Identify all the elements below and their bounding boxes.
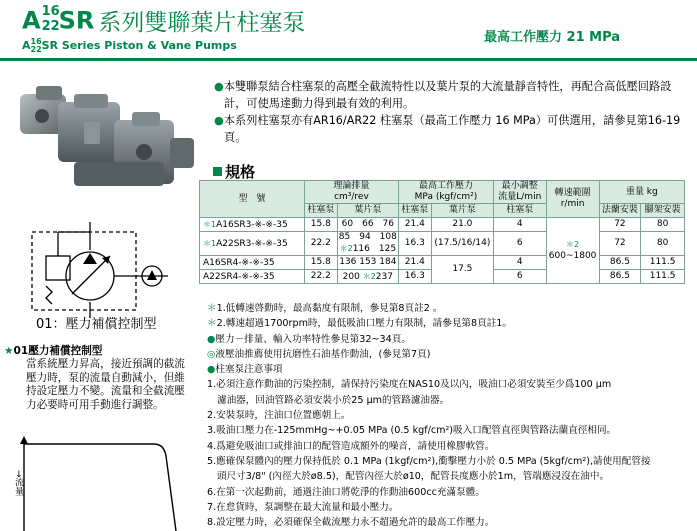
col-min-flow: 最小調整 流量L/min (494, 181, 546, 204)
cell-vane: 60 66 76 (337, 218, 398, 232)
control-body: 當系統壓力昇高，接近預調的截流壓力時，泵的流量自動減小，但維持設定壓力不變。流量和全截流壓力必要時可用手動進行調整。 (26, 358, 185, 411)
cell-piston: 22.2 (304, 232, 337, 256)
sub-disp-vane: 葉片泵 (337, 204, 398, 218)
note-item: ◎液壓油推薦使用抗磨性石油基作動油，(參見第7頁) (207, 348, 431, 360)
cell-weight-flange: 72 (599, 218, 641, 232)
cell-vane: 85 94 108 ＊2116 125 (338, 232, 397, 254)
note-item: 5.應確保泵體內的壓力保持低於 0.1 MPa (1kgf/cm²),衝擊壓力小於 0.5 MPa (5kgf/cm²),請使用配管接 (207, 455, 651, 467)
note-item: 濾油器，回油管路必須安裝小於25 μm的管路濾油器。 (217, 394, 450, 406)
cell-minflow: 4 (494, 218, 546, 232)
col-displacement: 理論排量 cm³/rev (304, 181, 398, 204)
cell-piston: 22.2 (304, 270, 337, 284)
cell-piston: 15.8 (304, 256, 337, 270)
intro-paragraphs (214, 79, 686, 147)
cell-model: A16SR4-※-※-35 (200, 256, 305, 270)
cell-press-vane: 17.5 (431, 256, 493, 284)
note-item: 3.吸油口壓力在-125mmHg~+0.05 MPa (0.5 kgf/cm²)吸入口配管直徑與管路法蘭直徑相同。 (207, 425, 617, 437)
table-row (200, 232, 685, 256)
cell-minflow: 4 (494, 256, 546, 270)
cell-weight-foot: 111.5 (641, 256, 685, 270)
cell-press-vane: (17.5/16/14) (431, 232, 493, 256)
table-header-row (200, 181, 685, 204)
cell-press-piston: 16.3 (398, 232, 431, 256)
note-item: 2.安裝泵時，注油口位置應朝上。 (207, 410, 351, 422)
heading-square-icon (213, 167, 222, 176)
sub-press-piston: 柱塞泵 (398, 204, 431, 218)
table-row (200, 218, 685, 232)
subtitle-sub: 22 (30, 45, 42, 54)
graph-y-label: →流量 (13, 470, 23, 496)
page-subtitle (22, 38, 237, 54)
subtitle-rest: SR Series Piston & Vane Pumps (41, 39, 237, 52)
note-item: 7.在怠貨時，泵調整在最大流量和最小壓力。 (207, 501, 399, 513)
intro-item: ●本系列柱塞泵亦有AR16/AR22 柱塞泵（最高工作壓力 16 MPa）可供選用，請參見第16-19頁。 (214, 114, 681, 144)
note-item: ＊1.低轉速啓動時，最高黏度有限制，參見第8頁註2 。 (207, 303, 443, 314)
cell-weight-foot: 80 (641, 232, 685, 256)
cell-weight-foot: 111.5 (641, 270, 685, 284)
spec-heading: 規格 (213, 161, 255, 182)
circuit-caption: 01：壓力補償控制型 (36, 317, 157, 332)
pump-photo (14, 72, 200, 210)
cell-vane: 200 ＊2237 (337, 270, 398, 284)
bullet-dot: ● (214, 80, 224, 93)
cell-minflow: 6 (494, 270, 546, 284)
cell-press-piston: 21.4 (398, 256, 431, 270)
sub-weight-foot: 腳架安裝 (641, 204, 685, 218)
subtitle-size-stack (31, 38, 42, 54)
control-title: ★01壓力補償控制型 (4, 345, 103, 357)
title-sub: 22 (41, 18, 60, 34)
cell-weight-flange: 86.5 (599, 270, 641, 284)
cell-speed: ＊2 600~1800 (546, 218, 599, 284)
notes-list (207, 301, 693, 530)
sub-minflow-piston: 柱塞泵 (494, 204, 546, 218)
table-row (200, 256, 685, 270)
subtitle-a: A (22, 39, 31, 52)
cell-weight-flange: 72 (599, 232, 641, 256)
note-item: 1.必須注意作動油的污染控制，請保持污染度在NAS10及以內，吸油口必須安裝至少爲100 μm (207, 379, 612, 391)
control-description (4, 345, 194, 412)
title-sup: 16 (41, 3, 60, 19)
note-item: 4.爲避免吸油口或排油口的配管造成額外的噪音，請使用橡膠軟管。 (207, 440, 495, 452)
cell-model: ＊1A22SR3-※-※-35 (200, 232, 305, 256)
col-weight: 重量 kg (599, 181, 684, 204)
cell-piston: 15.8 (304, 218, 337, 232)
cell-press-vane: 21.0 (431, 218, 493, 232)
note-item: 8.設定壓力時，必須確保全截流壓力永不超過允許的最高工作壓力。 (207, 517, 495, 529)
sub-weight-flange: 法蘭安裝 (599, 204, 641, 218)
note-item: 頭尺寸3/8" (內徑大於ø8.5)，配管內徑大於ø10，配管長度應小於1m，管端應浸沒在油中。 (217, 471, 610, 483)
note-item: ＊2.轉速超過1700rpm時，最低吸油口壓力有限制，請參見第8頁註1。 (207, 318, 512, 330)
spec-table (199, 180, 685, 284)
cell-weight-foot: 80 (641, 218, 685, 232)
pressure-flow-curve (4, 436, 200, 531)
bullet-dot: ● (214, 114, 224, 127)
max-pressure-label: 最高工作壓力 21 MPa (484, 30, 621, 45)
col-max-pressure: 最高工作壓力 MPa (kgf/cm²) (398, 181, 493, 204)
cell-weight-flange: 86.5 (599, 256, 641, 270)
pressure-compensator-circuit-symbol (28, 222, 184, 318)
intro-item: ●本雙聯泵結合柱塞泵的高壓全截流特性以及葉片泵的大流量靜音特性，再配合高低壓回路設計，可使馬達動力得到最有效的利用。 (214, 80, 672, 110)
cell-press-piston: 16.3 (398, 270, 431, 284)
subtitle-sup: 16 (30, 37, 42, 46)
sub-disp-piston: 柱塞泵 (304, 204, 337, 218)
note-item: ●壓力－排量、輸入功率特性參見第32~34頁。 (207, 333, 411, 345)
cell-model: A22SR4-※-※-35 (200, 270, 305, 284)
title-a: A (22, 6, 41, 35)
note-item: ●柱塞泵注意事項 (207, 364, 283, 376)
header-divider (0, 58, 697, 61)
cell-press-piston: 21.4 (398, 218, 431, 232)
cell-minflow: 6 (494, 232, 546, 256)
col-model: 型 號 (200, 181, 305, 218)
cell-model: ＊1A16SR3-※-※-35 (200, 218, 305, 232)
page-title (22, 4, 305, 42)
sub-press-vane: 葉片泵 (431, 204, 493, 218)
title-sr: SR (58, 6, 95, 35)
cell-vane: 136 153 184 (337, 256, 398, 270)
col-speed: 轉速範圍 r/min (546, 181, 599, 218)
note-item: 6.在第一次起動前，通過注油口將乾淨的作動油600cc充滿泵體。 (207, 486, 485, 498)
title-cjk: 系列雙聯葉片柱塞泵 (98, 10, 306, 36)
title-size-stack (41, 3, 60, 36)
